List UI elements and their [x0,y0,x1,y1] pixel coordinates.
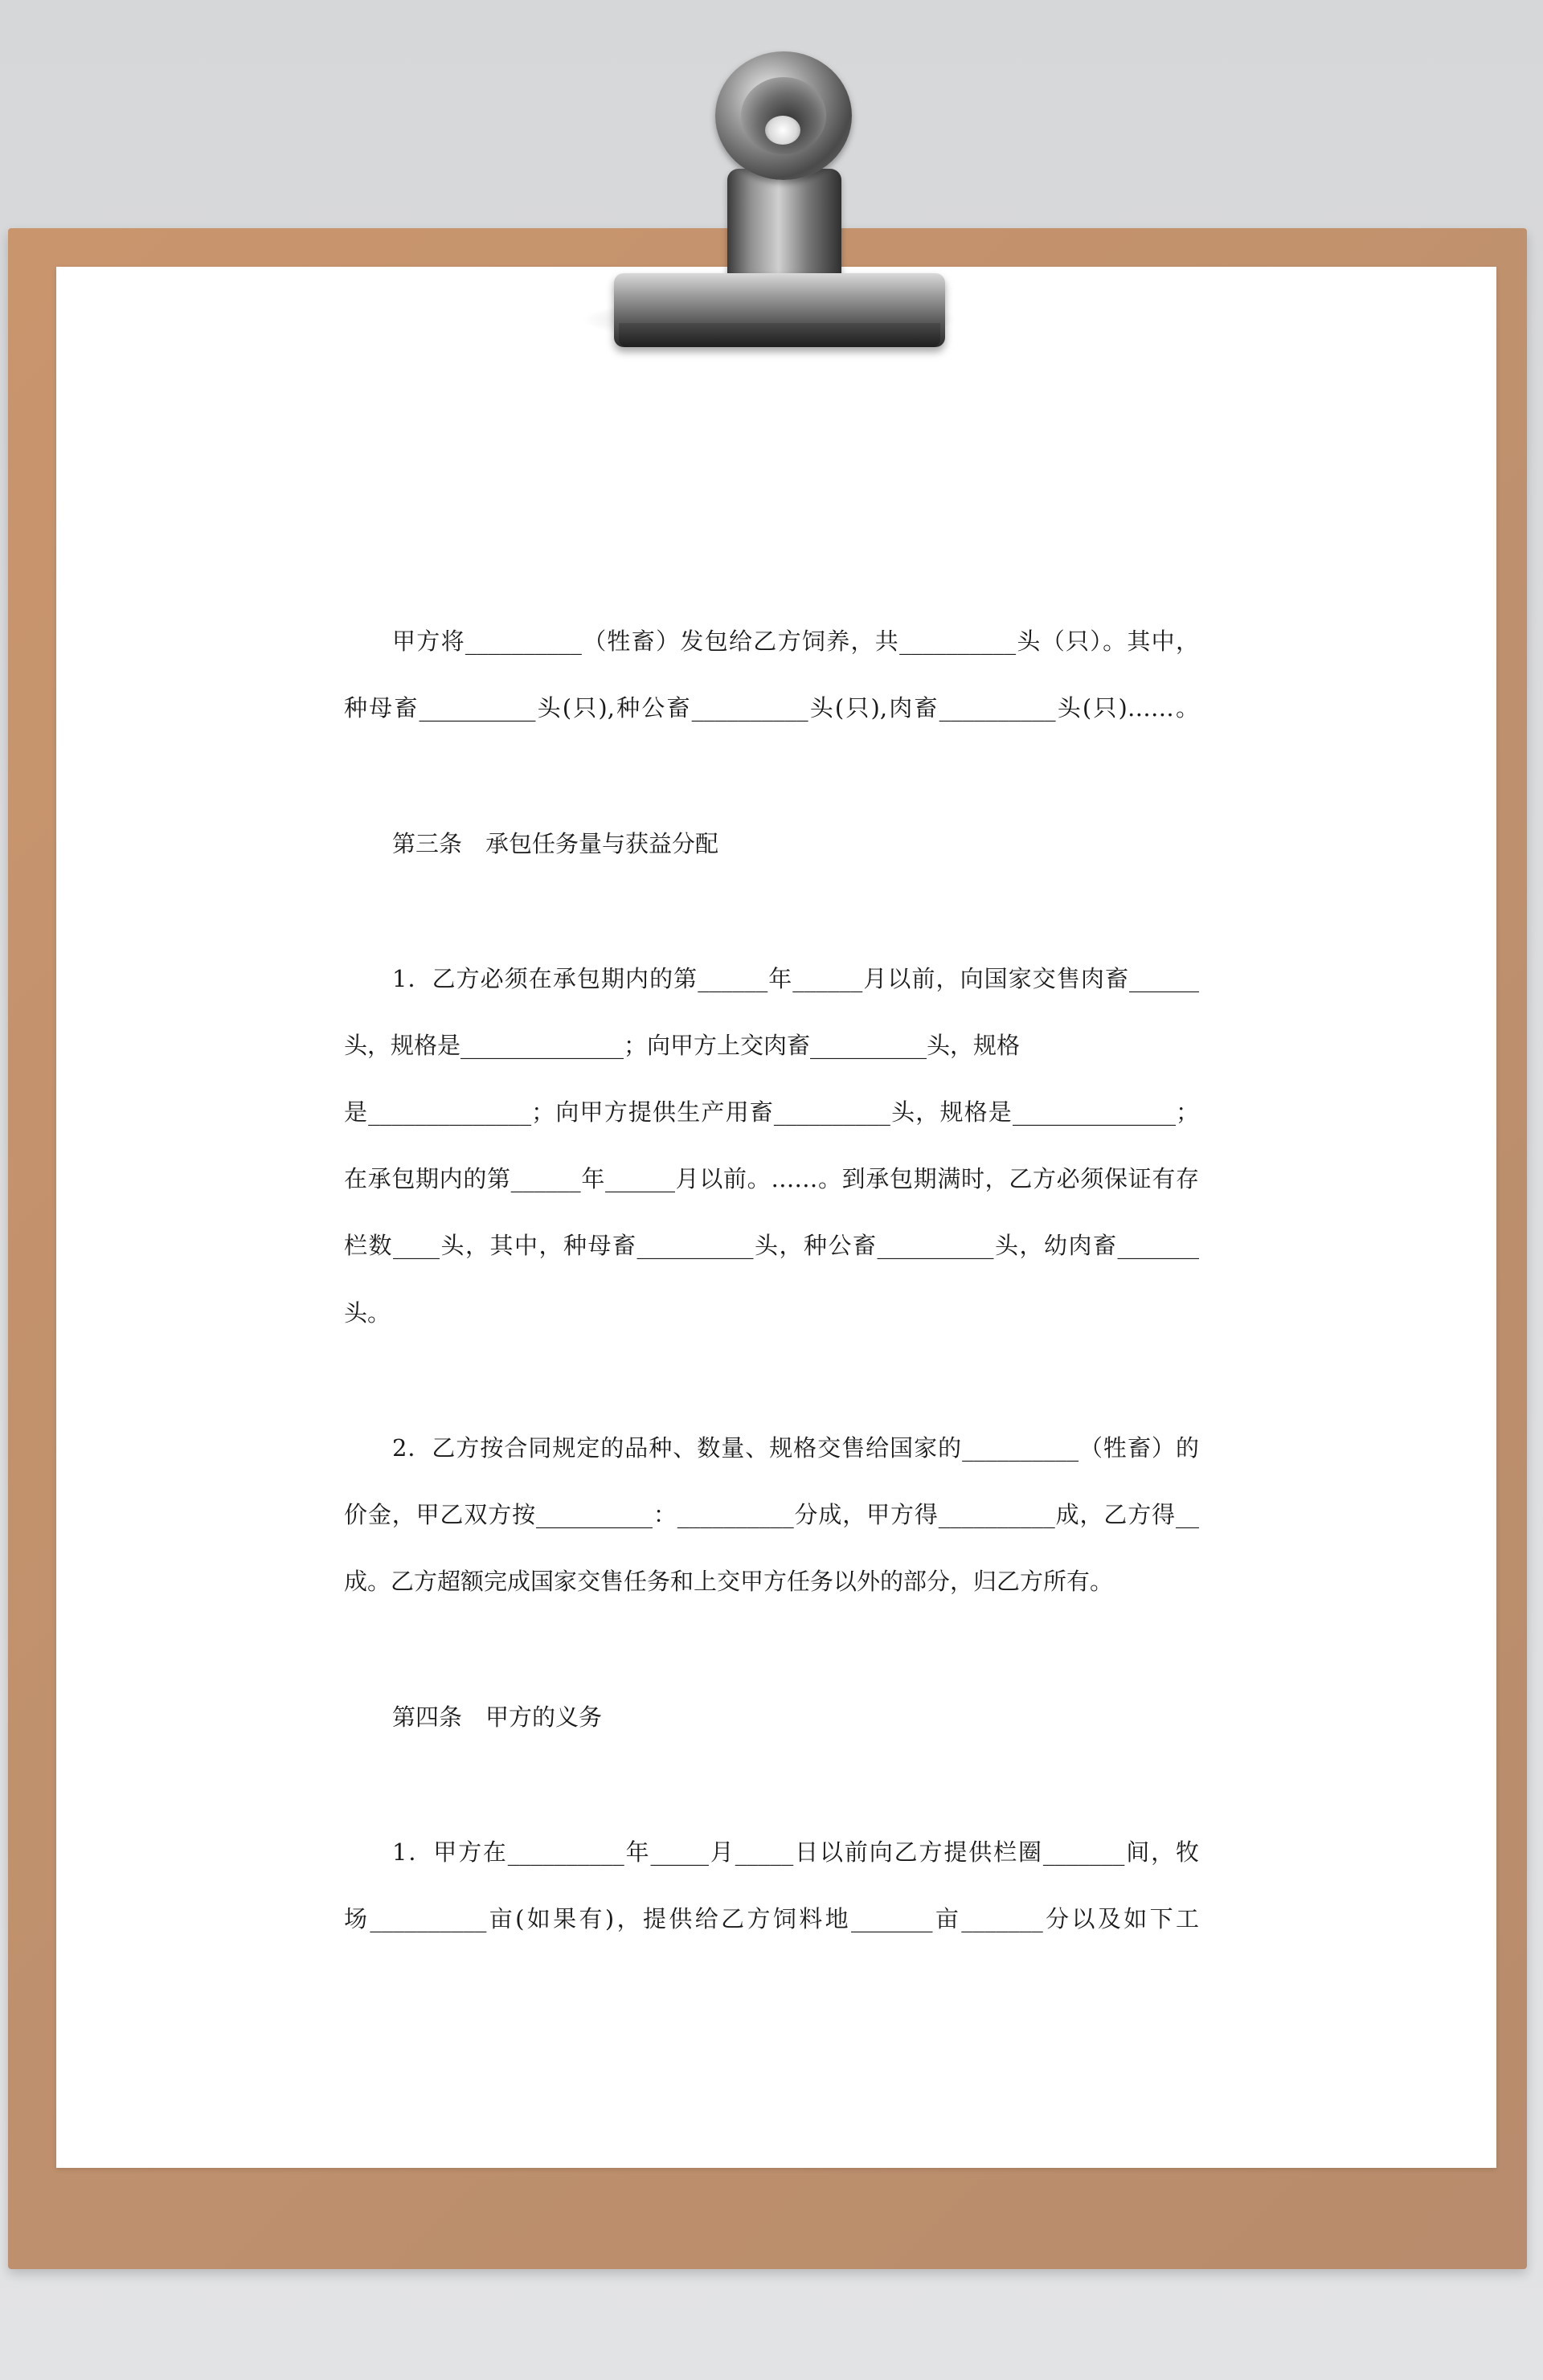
paragraph-line: 成。乙方超额完成国家交售任务和上交甲方任务以外的部分，归乙方所有。 [344,1568,1114,1595]
paragraph-line: 价金，甲乙双方按__________：__________分成，甲方得__________成，乙方得__ [344,1501,1199,1528]
paragraph-line: 头，规格是______________；向甲方上交肉畜__________头，规格 [344,1032,1021,1059]
paragraph-line: 是______________；向甲方提供生产用畜__________头，规格是______________； [344,1098,1199,1126]
binder-clip-edge [619,323,940,347]
section-heading: 第三条 承包任务量与获益分配 [392,830,719,857]
paragraph-line: 甲方将__________（牲畜）发包给乙方饲养，共__________头（只）。其中， [392,628,1199,655]
binder-clip-neck [727,169,841,289]
paragraph-line: 头。 [344,1299,391,1327]
paragraph-line: 种母畜__________头(只),种公畜__________头(只),肉畜__________头(只)……。 [344,694,1199,722]
document-page [56,267,1496,2168]
section-heading: 第四条 甲方的义务 [392,1703,603,1731]
paragraph-line: 栏数____头，其中，种母畜__________头，种公畜__________头，幼肉畜_______ [344,1232,1199,1259]
paragraph-line: 1．乙方必须在承包期内的第______年______月以前，向国家交售肉畜______ [392,965,1199,992]
paragraph-line: 1．甲方在__________年_____月_____日以前向乙方提供栏圈_______间，牧 [392,1838,1199,1866]
paragraph-line: 2．乙方按合同规定的品种、数量、规格交售给国家的__________（牲畜）的 [392,1434,1199,1462]
paragraph-line: 场__________亩(如果有)，提供给乙方饲料地_______亩_______分以及如下工 [344,1905,1199,1932]
binder-clip-hole [765,116,800,145]
paragraph-line: 在承包期内的第______年______月以前。……。到承包期满时，乙方必须保证有存 [344,1165,1199,1192]
